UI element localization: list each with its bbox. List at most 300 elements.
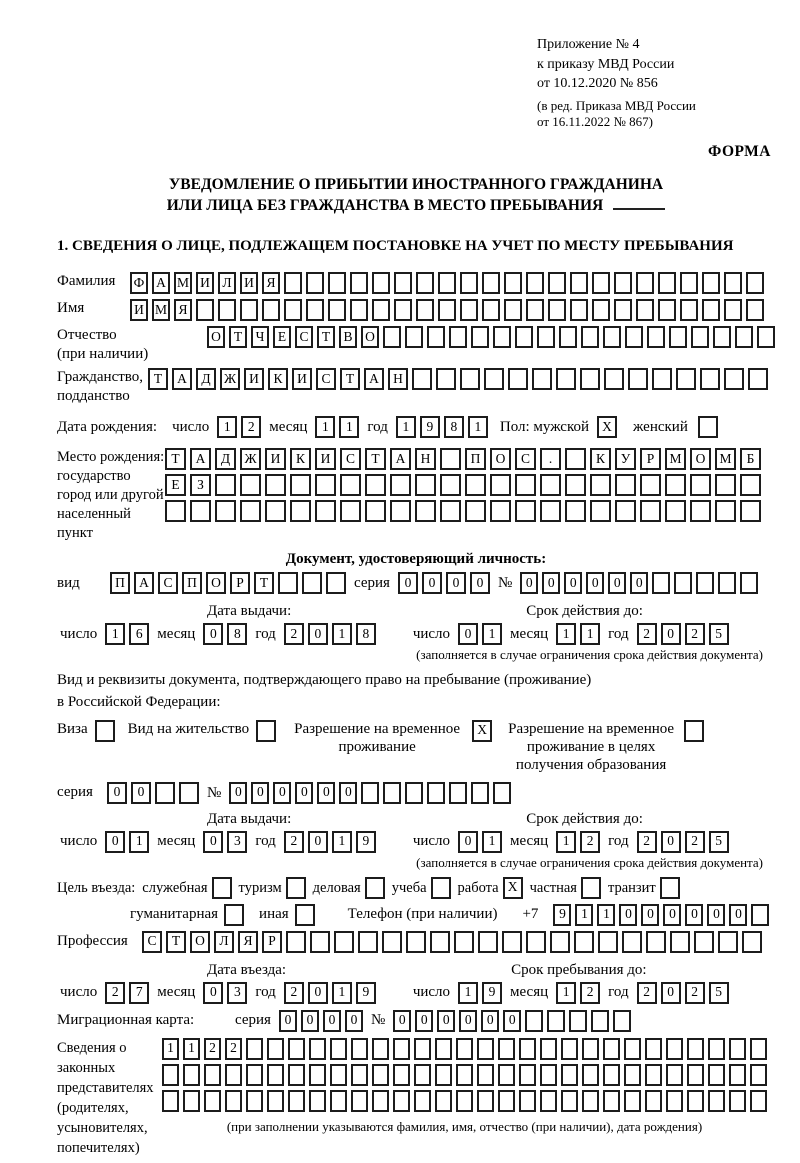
citizenship-char-box[interactable] — [436, 368, 456, 390]
birthplace-char-box[interactable] — [665, 474, 686, 496]
representatives-char-box[interactable] — [330, 1090, 347, 1112]
birthplace-char-box[interactable] — [690, 474, 711, 496]
birthplace-char-box[interactable] — [190, 500, 211, 522]
representatives-char-box[interactable] — [477, 1038, 494, 1060]
representatives-char-box[interactable] — [708, 1038, 725, 1060]
citizenship-char-box[interactable] — [412, 368, 432, 390]
residence-issue-month-box[interactable]: 3 — [227, 831, 247, 853]
doc-number-box[interactable] — [740, 572, 758, 594]
birthplace-char-box[interactable] — [465, 474, 486, 496]
purpose-humanitarian-checkbox[interactable] — [224, 904, 244, 926]
representatives-char-box[interactable] — [582, 1090, 599, 1112]
representatives-char-box[interactable] — [183, 1064, 200, 1086]
birthplace-char-box[interactable] — [415, 500, 436, 522]
representatives-char-box[interactable] — [666, 1064, 683, 1086]
stay-year-box[interactable]: 2 — [685, 982, 705, 1004]
residence-expiry-month-box[interactable]: 2 — [580, 831, 600, 853]
birthplace-char-box[interactable] — [265, 474, 286, 496]
migration-series-box[interactable]: 0 — [279, 1010, 297, 1032]
given-name-char-box[interactable] — [438, 299, 456, 321]
profession-char-box[interactable]: Т — [166, 931, 186, 953]
representatives-char-box[interactable] — [750, 1064, 767, 1086]
birthplace-char-box[interactable] — [640, 500, 661, 522]
representatives-char-box[interactable] — [225, 1090, 242, 1112]
doc-issue-day-box[interactable]: 1 — [105, 623, 125, 645]
representatives-char-box[interactable] — [603, 1038, 620, 1060]
representatives-char-box[interactable] — [246, 1090, 263, 1112]
birthplace-char-box[interactable]: Р — [640, 448, 661, 470]
birth-year-box[interactable]: 8 — [444, 416, 464, 438]
representatives-char-box[interactable] — [645, 1038, 662, 1060]
doc-expiry-year-box[interactable]: 0 — [661, 623, 681, 645]
patronymic-char-box[interactable] — [537, 326, 555, 348]
doc-issue-year-box[interactable]: 2 — [284, 623, 304, 645]
doc-number-box[interactable]: 0 — [520, 572, 538, 594]
birthplace-char-box[interactable] — [365, 474, 386, 496]
profession-char-box[interactable]: Р — [262, 931, 282, 953]
patronymic-char-box[interactable]: Т — [229, 326, 247, 348]
temp-residence-checkbox[interactable]: X — [472, 720, 492, 742]
residence-number-box[interactable]: 0 — [295, 782, 313, 804]
birthplace-char-box[interactable] — [215, 474, 236, 496]
doc-kind-char-box[interactable]: Р — [230, 572, 250, 594]
representatives-char-box[interactable] — [372, 1090, 389, 1112]
representatives-char-box[interactable] — [729, 1064, 746, 1086]
birthplace-char-box[interactable] — [715, 500, 736, 522]
surname-char-box[interactable]: Л — [218, 272, 236, 294]
surname-char-box[interactable] — [328, 272, 346, 294]
migration-number-box[interactable]: 0 — [503, 1010, 521, 1032]
surname-char-box[interactable] — [570, 272, 588, 294]
purpose-work-checkbox[interactable]: X — [503, 877, 523, 899]
patronymic-char-box[interactable]: Ч — [251, 326, 269, 348]
surname-char-box[interactable] — [438, 272, 456, 294]
profession-char-box[interactable] — [430, 931, 450, 953]
birthplace-char-box[interactable] — [440, 500, 461, 522]
birthplace-char-box[interactable] — [390, 500, 411, 522]
residence-number-box[interactable] — [471, 782, 489, 804]
entry-month-box[interactable]: 3 — [227, 982, 247, 1004]
patronymic-char-box[interactable] — [603, 326, 621, 348]
representatives-char-box[interactable] — [309, 1090, 326, 1112]
representatives-char-box[interactable] — [603, 1090, 620, 1112]
doc-issue-year-box[interactable]: 0 — [308, 623, 328, 645]
birthplace-char-box[interactable]: З — [190, 474, 211, 496]
migration-series-box[interactable]: 0 — [323, 1010, 341, 1032]
given-name-char-box[interactable] — [416, 299, 434, 321]
residence-number-box[interactable]: 0 — [339, 782, 357, 804]
profession-char-box[interactable] — [502, 931, 522, 953]
profession-char-box[interactable]: Я — [238, 931, 258, 953]
profession-char-box[interactable]: Л — [214, 931, 234, 953]
given-name-char-box[interactable] — [394, 299, 412, 321]
representatives-char-box[interactable] — [561, 1090, 578, 1112]
doc-kind-char-box[interactable] — [326, 572, 346, 594]
residence-expiry-day-box[interactable]: 1 — [482, 831, 502, 853]
birth-day-box[interactable]: 1 — [217, 416, 237, 438]
representatives-char-box[interactable]: 2 — [204, 1038, 221, 1060]
residence-issue-month-box[interactable]: 0 — [203, 831, 223, 853]
given-name-char-box[interactable] — [218, 299, 236, 321]
residence-expiry-year-box[interactable]: 2 — [685, 831, 705, 853]
migration-number-box[interactable]: 0 — [437, 1010, 455, 1032]
residence-number-box[interactable] — [427, 782, 445, 804]
patronymic-char-box[interactable]: Е — [273, 326, 291, 348]
patronymic-char-box[interactable] — [559, 326, 577, 348]
representatives-char-box[interactable] — [246, 1038, 263, 1060]
stay-year-box[interactable]: 5 — [709, 982, 729, 1004]
birthplace-char-box[interactable] — [615, 474, 636, 496]
surname-char-box[interactable] — [636, 272, 654, 294]
representatives-char-box[interactable] — [687, 1064, 704, 1086]
representatives-char-box[interactable] — [561, 1064, 578, 1086]
migration-series-box[interactable]: 0 — [301, 1010, 319, 1032]
residence-series-box[interactable] — [179, 782, 199, 804]
entry-month-box[interactable]: 0 — [203, 982, 223, 1004]
representatives-char-box[interactable] — [519, 1090, 536, 1112]
citizenship-char-box[interactable]: Ж — [220, 368, 240, 390]
phone-digit-box[interactable]: 9 — [553, 904, 571, 926]
birthplace-char-box[interactable]: Д — [215, 448, 236, 470]
patronymic-char-box[interactable] — [581, 326, 599, 348]
birthplace-char-box[interactable]: К — [290, 448, 311, 470]
profession-char-box[interactable] — [454, 931, 474, 953]
doc-number-box[interactable]: 0 — [630, 572, 648, 594]
doc-expiry-year-box[interactable]: 2 — [685, 623, 705, 645]
entry-day-box[interactable]: 7 — [129, 982, 149, 1004]
birthplace-char-box[interactable] — [365, 500, 386, 522]
doc-number-box[interactable] — [652, 572, 670, 594]
representatives-char-box[interactable] — [666, 1090, 683, 1112]
profession-char-box[interactable] — [526, 931, 546, 953]
given-name-char-box[interactable] — [240, 299, 258, 321]
birthplace-char-box[interactable]: Б — [740, 448, 761, 470]
phone-digit-box[interactable]: 0 — [619, 904, 637, 926]
patronymic-char-box[interactable]: С — [295, 326, 313, 348]
entry-year-box[interactable]: 9 — [356, 982, 376, 1004]
migration-number-box[interactable] — [547, 1010, 565, 1032]
birthplace-char-box[interactable] — [565, 500, 586, 522]
birthplace-char-box[interactable] — [665, 500, 686, 522]
purpose-business-checkbox[interactable] — [365, 877, 385, 899]
birthplace-char-box[interactable] — [315, 474, 336, 496]
representatives-char-box[interactable] — [729, 1090, 746, 1112]
representatives-char-box[interactable]: 2 — [225, 1038, 242, 1060]
doc-issue-year-box[interactable]: 1 — [332, 623, 352, 645]
citizenship-char-box[interactable] — [556, 368, 576, 390]
residence-expiry-day-box[interactable]: 0 — [458, 831, 478, 853]
birthplace-char-box[interactable] — [240, 500, 261, 522]
given-name-char-box[interactable] — [504, 299, 522, 321]
residence-series-box[interactable]: 0 — [107, 782, 127, 804]
representatives-char-box[interactable] — [330, 1038, 347, 1060]
representatives-char-box[interactable] — [477, 1090, 494, 1112]
representatives-char-box[interactable] — [435, 1038, 452, 1060]
doc-kind-char-box[interactable]: О — [206, 572, 226, 594]
given-name-char-box[interactable] — [680, 299, 698, 321]
stay-day-box[interactable]: 1 — [458, 982, 478, 1004]
representatives-char-box[interactable] — [267, 1090, 284, 1112]
doc-expiry-day-box[interactable]: 0 — [458, 623, 478, 645]
patronymic-char-box[interactable] — [449, 326, 467, 348]
doc-kind-char-box[interactable]: А — [134, 572, 154, 594]
residence-expiry-year-box[interactable]: 0 — [661, 831, 681, 853]
representatives-char-box[interactable] — [729, 1038, 746, 1060]
migration-number-box[interactable] — [569, 1010, 587, 1032]
surname-char-box[interactable] — [526, 272, 544, 294]
given-name-char-box[interactable] — [306, 299, 324, 321]
residence-issue-day-box[interactable]: 0 — [105, 831, 125, 853]
purpose-transit-checkbox[interactable] — [660, 877, 680, 899]
citizenship-char-box[interactable]: А — [364, 368, 384, 390]
migration-series-box[interactable]: 0 — [345, 1010, 363, 1032]
birthplace-char-box[interactable]: Т — [165, 448, 186, 470]
doc-number-box[interactable] — [718, 572, 736, 594]
residence-number-box[interactable]: 0 — [251, 782, 269, 804]
representatives-char-box[interactable] — [498, 1038, 515, 1060]
patronymic-char-box[interactable] — [493, 326, 511, 348]
stay-month-box[interactable]: 1 — [556, 982, 576, 1004]
migration-number-box[interactable] — [525, 1010, 543, 1032]
phone-digit-box[interactable]: 0 — [707, 904, 725, 926]
migration-number-box[interactable]: 0 — [459, 1010, 477, 1032]
patronymic-char-box[interactable]: О — [207, 326, 225, 348]
patronymic-char-box[interactable] — [625, 326, 643, 348]
profession-char-box[interactable] — [550, 931, 570, 953]
representatives-char-box[interactable] — [225, 1064, 242, 1086]
birthplace-char-box[interactable]: Т — [365, 448, 386, 470]
purpose-study-checkbox[interactable] — [431, 877, 451, 899]
profession-char-box[interactable] — [358, 931, 378, 953]
residence-number-box[interactable] — [449, 782, 467, 804]
birthplace-char-box[interactable] — [215, 500, 236, 522]
residence-expiry-year-box[interactable]: 5 — [709, 831, 729, 853]
doc-issue-month-box[interactable]: 8 — [227, 623, 247, 645]
representatives-char-box[interactable] — [288, 1090, 305, 1112]
male-checkbox[interactable]: X — [597, 416, 617, 438]
representatives-char-box[interactable] — [267, 1064, 284, 1086]
representatives-char-box[interactable] — [414, 1064, 431, 1086]
profession-char-box[interactable] — [406, 931, 426, 953]
surname-char-box[interactable] — [460, 272, 478, 294]
purpose-other-checkbox[interactable] — [295, 904, 315, 926]
migration-number-box[interactable] — [613, 1010, 631, 1032]
representatives-char-box[interactable] — [750, 1090, 767, 1112]
profession-char-box[interactable] — [646, 931, 666, 953]
birthplace-char-box[interactable]: П — [465, 448, 486, 470]
given-name-char-box[interactable] — [284, 299, 302, 321]
temp-residence-education-checkbox[interactable] — [684, 720, 704, 742]
doc-number-box[interactable] — [674, 572, 692, 594]
residence-issue-year-box[interactable]: 2 — [284, 831, 304, 853]
birthplace-char-box[interactable]: Н — [415, 448, 436, 470]
representatives-char-box[interactable] — [498, 1064, 515, 1086]
birthplace-char-box[interactable]: М — [715, 448, 736, 470]
birthplace-char-box[interactable] — [540, 474, 561, 496]
birthplace-char-box[interactable] — [565, 448, 586, 470]
phone-digit-box[interactable]: 1 — [575, 904, 593, 926]
surname-char-box[interactable]: И — [196, 272, 214, 294]
given-name-char-box[interactable]: И — [130, 299, 148, 321]
given-name-char-box[interactable] — [526, 299, 544, 321]
doc-expiry-year-box[interactable]: 5 — [709, 623, 729, 645]
profession-char-box[interactable] — [670, 931, 690, 953]
patronymic-char-box[interactable] — [383, 326, 401, 348]
birthplace-char-box[interactable]: А — [190, 448, 211, 470]
citizenship-char-box[interactable] — [460, 368, 480, 390]
birthplace-char-box[interactable] — [515, 500, 536, 522]
representatives-char-box[interactable] — [708, 1064, 725, 1086]
doc-number-box[interactable]: 0 — [586, 572, 604, 594]
representatives-char-box[interactable] — [498, 1090, 515, 1112]
residence-number-box[interactable]: 0 — [317, 782, 335, 804]
surname-char-box[interactable] — [592, 272, 610, 294]
surname-char-box[interactable] — [284, 272, 302, 294]
surname-char-box[interactable]: Я — [262, 272, 280, 294]
patronymic-char-box[interactable]: О — [361, 326, 379, 348]
given-name-char-box[interactable] — [658, 299, 676, 321]
birthplace-char-box[interactable]: У — [615, 448, 636, 470]
representatives-char-box[interactable] — [288, 1038, 305, 1060]
birthplace-char-box[interactable] — [640, 474, 661, 496]
residence-number-box[interactable] — [383, 782, 401, 804]
stay-day-box[interactable]: 9 — [482, 982, 502, 1004]
doc-kind-char-box[interactable]: С — [158, 572, 178, 594]
profession-char-box[interactable] — [310, 931, 330, 953]
profession-char-box[interactable] — [598, 931, 618, 953]
birthplace-char-box[interactable] — [690, 500, 711, 522]
residence-issue-year-box[interactable]: 1 — [332, 831, 352, 853]
birthplace-char-box[interactable] — [265, 500, 286, 522]
residence-issue-day-box[interactable]: 1 — [129, 831, 149, 853]
birthplace-char-box[interactable]: К — [590, 448, 611, 470]
migration-number-box[interactable]: 0 — [481, 1010, 499, 1032]
birthplace-char-box[interactable]: О — [690, 448, 711, 470]
citizenship-char-box[interactable]: А — [172, 368, 192, 390]
given-name-char-box[interactable] — [614, 299, 632, 321]
surname-char-box[interactable] — [680, 272, 698, 294]
phone-digit-box[interactable]: 0 — [663, 904, 681, 926]
phone-digit-box[interactable]: 0 — [685, 904, 703, 926]
representatives-char-box[interactable] — [204, 1090, 221, 1112]
doc-kind-char-box[interactable]: П — [110, 572, 130, 594]
profession-char-box[interactable] — [742, 931, 762, 953]
representatives-char-box[interactable] — [645, 1090, 662, 1112]
profession-char-box[interactable] — [334, 931, 354, 953]
profession-char-box[interactable] — [574, 931, 594, 953]
birthplace-char-box[interactable] — [390, 474, 411, 496]
birthplace-char-box[interactable] — [415, 474, 436, 496]
given-name-char-box[interactable] — [372, 299, 390, 321]
purpose-official-checkbox[interactable] — [212, 877, 232, 899]
female-checkbox[interactable] — [698, 416, 718, 438]
patronymic-char-box[interactable] — [647, 326, 665, 348]
birthplace-char-box[interactable]: . — [540, 448, 561, 470]
migration-number-box[interactable]: 0 — [415, 1010, 433, 1032]
surname-char-box[interactable]: И — [240, 272, 258, 294]
representatives-char-box[interactable] — [540, 1038, 557, 1060]
birthplace-char-box[interactable] — [340, 474, 361, 496]
profession-char-box[interactable] — [622, 931, 642, 953]
birth-month-box[interactable]: 1 — [315, 416, 335, 438]
patronymic-char-box[interactable] — [405, 326, 423, 348]
doc-expiry-day-box[interactable]: 1 — [482, 623, 502, 645]
given-name-char-box[interactable] — [592, 299, 610, 321]
citizenship-char-box[interactable]: Д — [196, 368, 216, 390]
representatives-char-box[interactable] — [624, 1064, 641, 1086]
residence-expiry-month-box[interactable]: 1 — [556, 831, 576, 853]
patronymic-char-box[interactable] — [669, 326, 687, 348]
representatives-char-box[interactable] — [624, 1090, 641, 1112]
citizenship-char-box[interactable] — [700, 368, 720, 390]
surname-char-box[interactable] — [350, 272, 368, 294]
birthplace-char-box[interactable] — [590, 500, 611, 522]
stay-month-box[interactable]: 2 — [580, 982, 600, 1004]
doc-kind-char-box[interactable]: Т — [254, 572, 274, 594]
representatives-char-box[interactable] — [687, 1090, 704, 1112]
surname-char-box[interactable] — [724, 272, 742, 294]
profession-char-box[interactable] — [286, 931, 306, 953]
representatives-char-box[interactable] — [645, 1064, 662, 1086]
doc-series-box[interactable]: 0 — [398, 572, 418, 594]
birth-day-box[interactable]: 2 — [241, 416, 261, 438]
residence-number-box[interactable] — [405, 782, 423, 804]
citizenship-char-box[interactable] — [508, 368, 528, 390]
representatives-char-box[interactable] — [582, 1038, 599, 1060]
citizenship-char-box[interactable] — [676, 368, 696, 390]
birth-month-box[interactable]: 1 — [339, 416, 359, 438]
representatives-char-box[interactable] — [456, 1038, 473, 1060]
citizenship-char-box[interactable]: С — [316, 368, 336, 390]
doc-kind-char-box[interactable]: П — [182, 572, 202, 594]
representatives-char-box[interactable] — [435, 1090, 452, 1112]
patronymic-char-box[interactable] — [713, 326, 731, 348]
surname-char-box[interactable] — [504, 272, 522, 294]
visa-checkbox[interactable] — [95, 720, 115, 742]
residence-number-box[interactable] — [493, 782, 511, 804]
surname-char-box[interactable] — [702, 272, 720, 294]
birth-year-box[interactable]: 1 — [468, 416, 488, 438]
representatives-char-box[interactable] — [162, 1064, 179, 1086]
birthplace-char-box[interactable] — [240, 474, 261, 496]
representatives-char-box[interactable] — [666, 1038, 683, 1060]
representatives-char-box[interactable] — [582, 1064, 599, 1086]
patronymic-char-box[interactable] — [471, 326, 489, 348]
birthplace-char-box[interactable]: С — [515, 448, 536, 470]
surname-char-box[interactable] — [482, 272, 500, 294]
stay-year-box[interactable]: 2 — [637, 982, 657, 1004]
citizenship-char-box[interactable] — [628, 368, 648, 390]
surname-char-box[interactable]: А — [152, 272, 170, 294]
profession-char-box[interactable] — [694, 931, 714, 953]
surname-char-box[interactable] — [394, 272, 412, 294]
residence-issue-year-box[interactable]: 9 — [356, 831, 376, 853]
citizenship-char-box[interactable] — [724, 368, 744, 390]
citizenship-char-box[interactable] — [652, 368, 672, 390]
representatives-char-box[interactable] — [393, 1064, 410, 1086]
given-name-char-box[interactable] — [548, 299, 566, 321]
birth-year-box[interactable]: 9 — [420, 416, 440, 438]
doc-expiry-year-box[interactable]: 2 — [637, 623, 657, 645]
profession-char-box[interactable]: О — [190, 931, 210, 953]
purpose-tourism-checkbox[interactable] — [286, 877, 306, 899]
birthplace-char-box[interactable] — [740, 500, 761, 522]
stay-year-box[interactable]: 0 — [661, 982, 681, 1004]
given-name-char-box[interactable] — [262, 299, 280, 321]
representatives-char-box[interactable] — [162, 1090, 179, 1112]
given-name-char-box[interactable] — [350, 299, 368, 321]
citizenship-char-box[interactable]: Т — [148, 368, 168, 390]
